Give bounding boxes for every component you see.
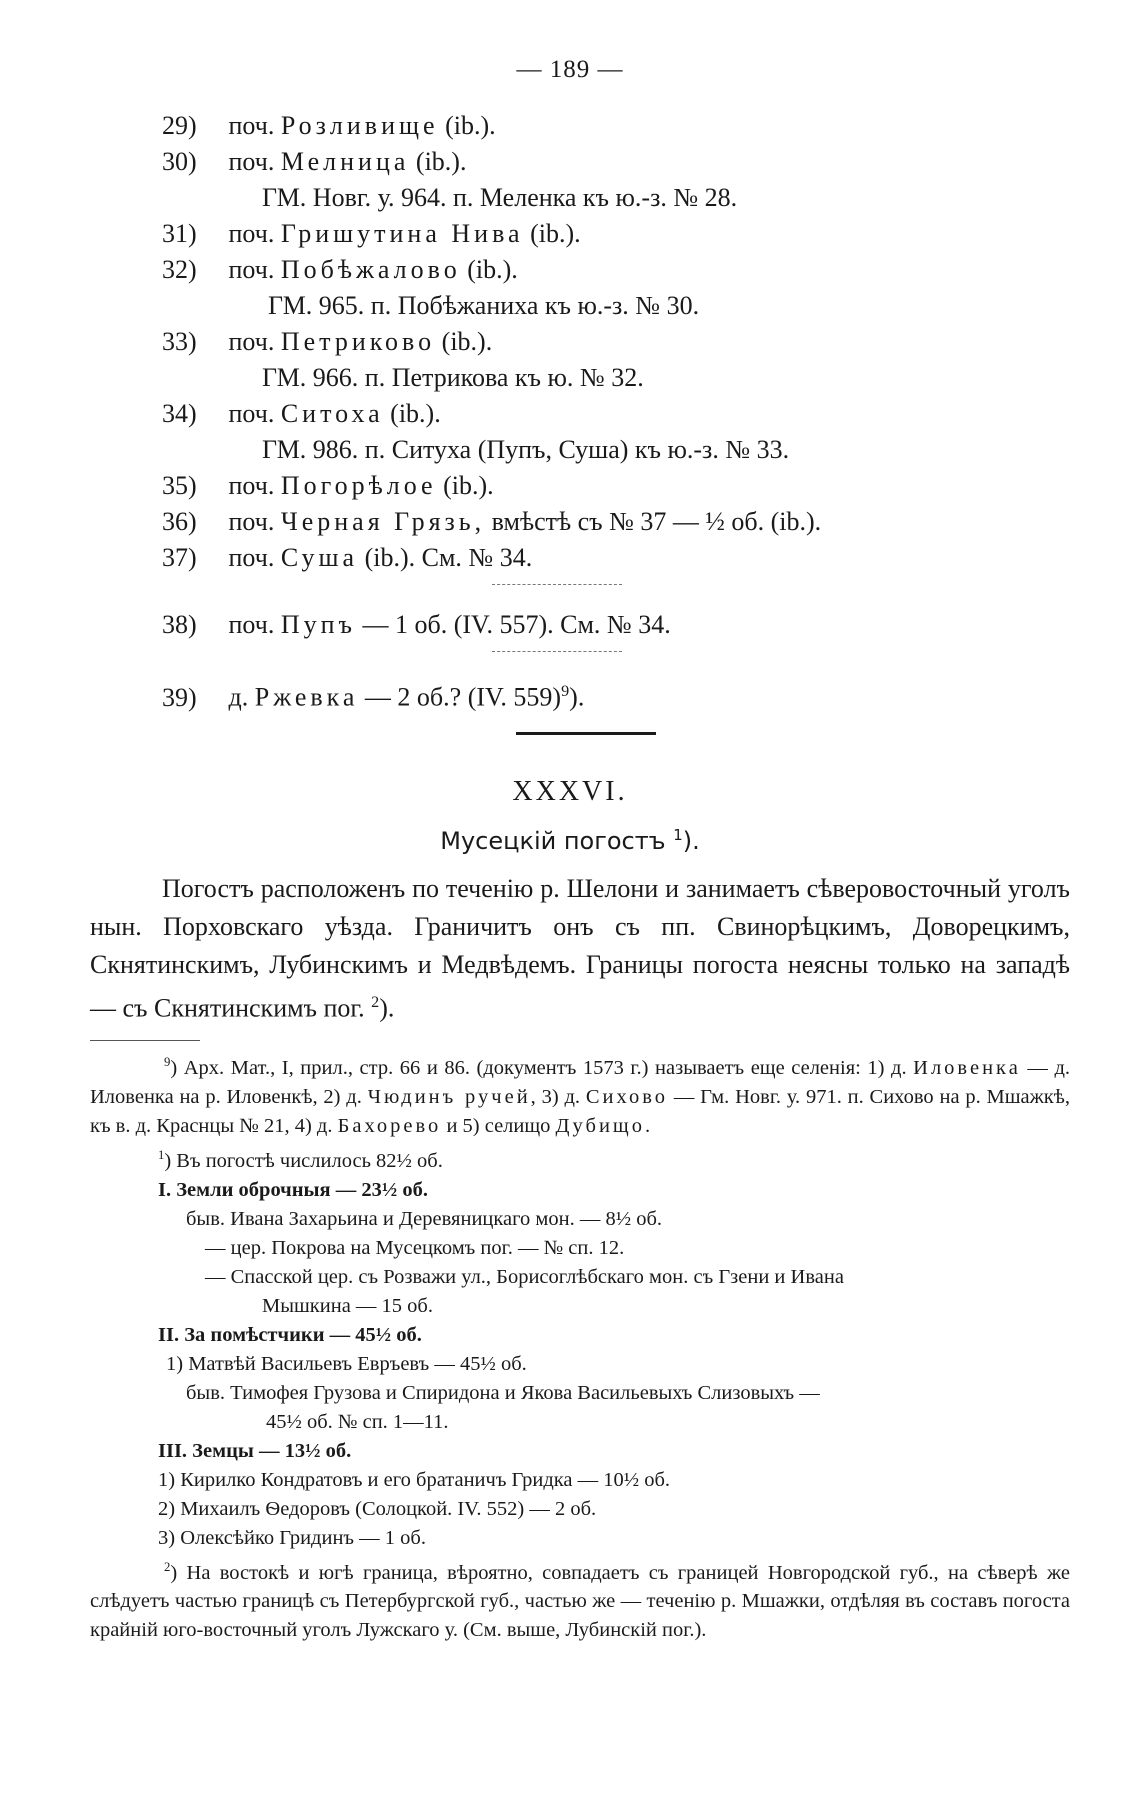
settlement-list [162, 108, 1102, 710]
category-heading: I. Земли оброчныя — 23½ об. [158, 1178, 429, 1201]
note-line: 1) Матвѣй Васильевъ Евръевъ — 45½ об. [166, 1352, 527, 1375]
list-item: 38) поч. Пупъ — 1 об. (IV. 557). См. № 34. [162, 610, 671, 639]
gm-reference: ГМ. 966. п. Петрикова къ ю. № 32. [262, 363, 644, 392]
list-item: 29) поч. Розливище (ib.). [162, 111, 496, 140]
note-line: 45½ об. № сп. 1—11. [266, 1410, 449, 1433]
list-item: 36) поч. Черная Грязь, вмѣстѣ съ № 37 — ½ об. (ib.). [162, 507, 822, 536]
page-number: — 189 — [516, 56, 624, 83]
list-item: 34) поч. Ситоха (ib.). [162, 399, 441, 428]
footnote-ref: 2 [371, 994, 380, 1011]
category-heading: III. Земцы — 13½ об. [158, 1439, 352, 1462]
note-line: быв. Ивана Захарьина и Деревяницкаго мон. — 8½ об. [186, 1207, 663, 1230]
section-divider [516, 732, 656, 735]
footnote-ref: 1 [673, 826, 683, 844]
list-item: 39) д. Ржевка — 2 об.? (IV. 559)$^9$). [162, 682, 585, 712]
category-heading: II. За помѣстчики — 45½ об. [158, 1323, 422, 1346]
intro-paragraph: Погостъ расположенъ по теченію р. Шелони и занимаетъ сѣверовосточный уголъ нын. Порховскаго уѣзда. Граничитъ онъ съ пп. Свинорѣцкимъ, Доворецкимъ, Скнятинскимъ, Лубинскимъ и Медвѣдемъ. Границы погоста неясны только на западѣ — съ Скнятинскимъ пог. $^2$). [90, 874, 1070, 1023]
gm-reference: ГМ. Новг. у. 964. п. Меленка къ ю.-з. № 28. [262, 183, 738, 212]
note-line: быв. Тимофея Грузова и Спиридона и Якова Васильевыхъ Слизовыхъ — [186, 1381, 820, 1404]
list-item: 32) поч. Побѣжалово (ib.). [162, 255, 518, 284]
gm-reference: ГМ. 965. п. Побѣжаниха къ ю.-з. № 30. [268, 291, 700, 320]
footnote-1: $^1$) Въ погостѣ числилось 82½ об. [158, 1147, 443, 1172]
list-item: 31) поч. Гришутина Нива (ib.). [162, 219, 581, 248]
list-item: 37) поч. Суша (ib.). См. № 34. [162, 543, 533, 572]
footnote-2: $^2$) На востокѣ и югѣ граница, вѣроятно, совпадаетъ съ границей Новгородской губ., на сѣверѣ же слѣдуетъ частью границѣ съ Петербургской губ., частью же — теченію р. Мшажки, отдѣляя въ составъ погоста крайній юго-восточный уголъ Лужскаго у. (См. выше, Лубинскій пог.). [90, 1559, 1070, 1642]
footnote-rule [90, 1040, 200, 1041]
list-item: 30) поч. Мелница (ib.). [162, 147, 467, 176]
note-line: — Спасской цер. съ Розважи ул., Борисоглѣбскаго мон. съ Гзени и Ивана [205, 1265, 844, 1288]
section-title: Мусецкій погостъ $^1$). [440, 826, 700, 855]
footnote-ref: 9 [561, 683, 570, 700]
list-item: 33) поч. Петриково (ib.). [162, 327, 493, 356]
section-number: XXXVI. [512, 776, 628, 807]
footnote-9: $^9$) Арх. Мат., I, прил., стр. 66 и 86. (документъ 1573 г.) называетъ еще селенія: 1) д. Иловенка — д. Иловенка на р. Иловенкѣ, 2) д. Чюдинъ ручей, 3) д. Сихово — Гм. Новг. у. 971. п. Сихово на р. Мшажкѣ, къ в. д. Краснцы № 21, 4) д. Бахорево и 5) селищо Дубищо. [90, 1055, 1071, 1137]
gm-reference: ГМ. 986. п. Ситуха (Пупъ, Суша) къ ю.-з. № 33. [262, 435, 790, 464]
note-line: — цер. Покрова на Мусецкомъ пог. — № сп. 12. [205, 1236, 625, 1259]
footnotes [90, 1048, 1070, 1645]
list-item: 35) поч. Погорѣлое (ib.). [162, 471, 494, 500]
note-line: 3) Олексѣйко Гридинъ — 1 об. [158, 1526, 426, 1549]
note-line: 1) Кирилко Кондратовъ и его братаничъ Гридка — 10½ об. [158, 1468, 671, 1491]
note-line: 2) Михаилъ Ѳедоровъ (Солоцкой. IV. 552) — 2 об. [158, 1497, 597, 1520]
note-line: Мышкина — 15 об. [262, 1294, 433, 1317]
